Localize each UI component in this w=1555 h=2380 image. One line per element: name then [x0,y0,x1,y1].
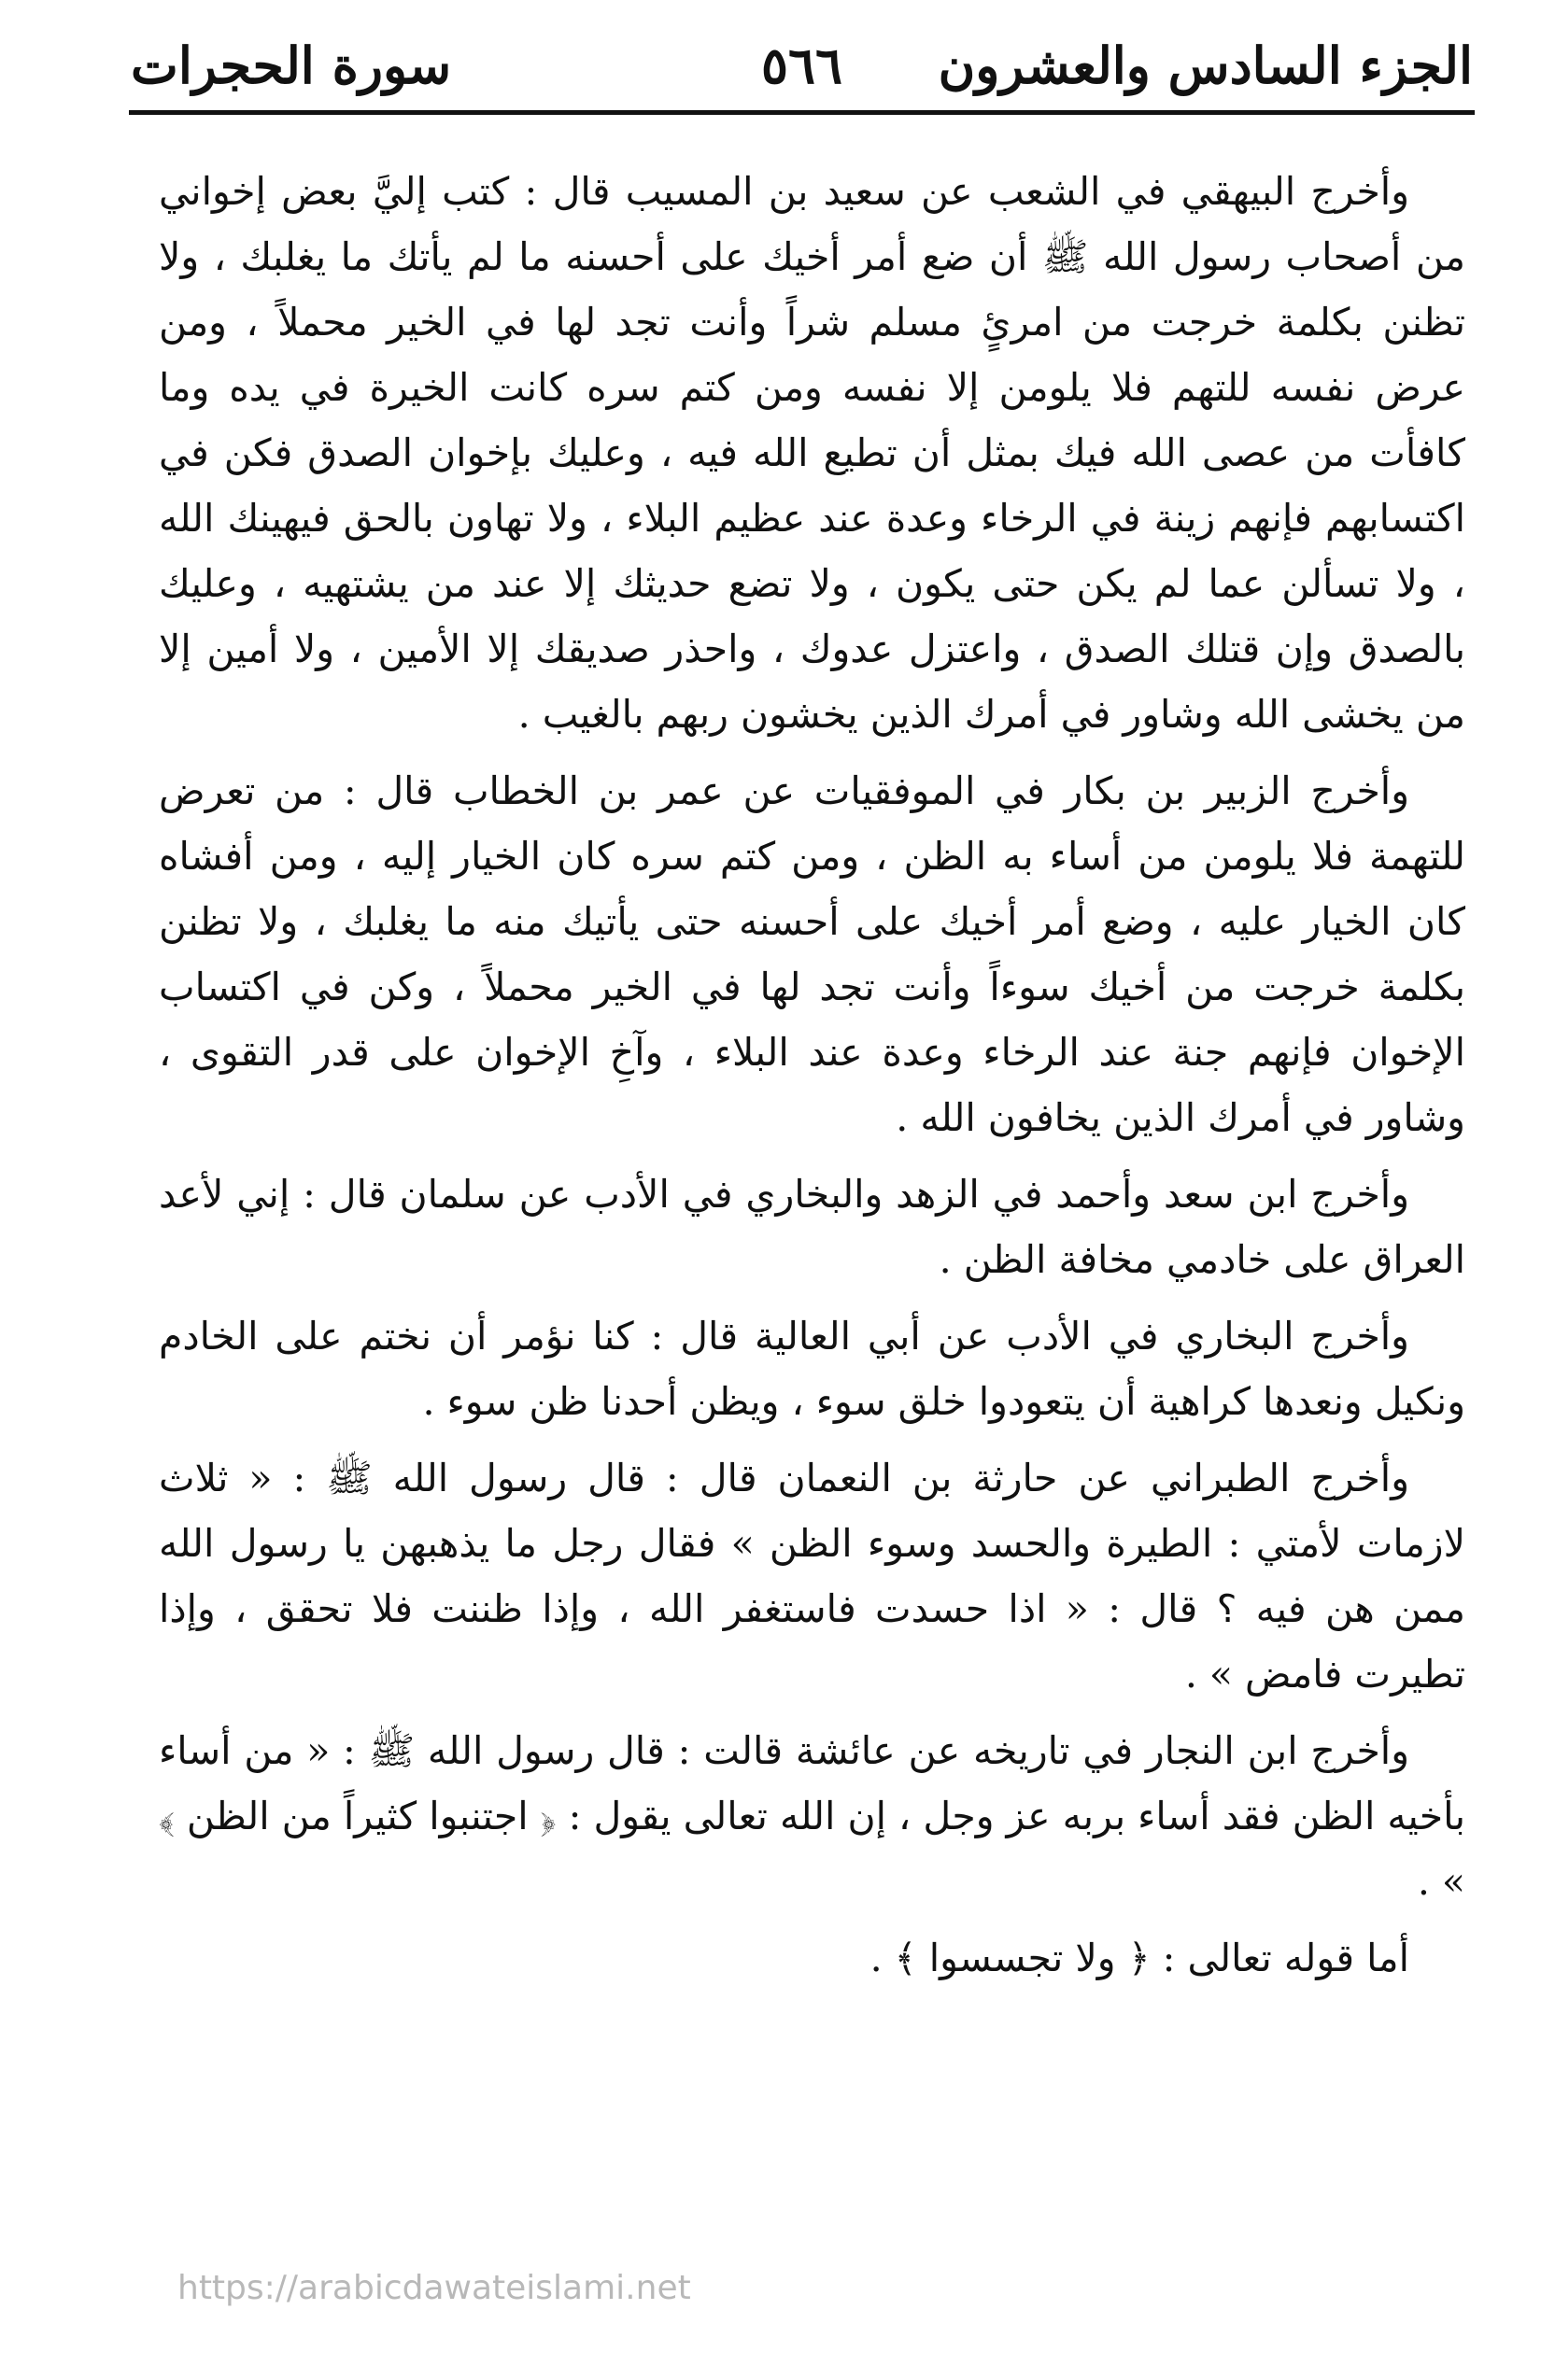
paragraph-bayhaqi: وأخرج البيهقي في الشعب عن سعيد بن المسيب قال : كتب إليَّ بعض إخواني من أصحاب رسول الله ﷺ أن ضع أمر أخيك على أحسنه ما لم يأتك ما يغلبك ، ولا تظنن بكلمة خرجت من امرئٍ مسلم شراً وأنت تجد لها في الخير محملاً ، ومن عرض نفسه للتهم فلا يلومن إلا نفسه ومن كتم سره كانت الخيرة في يده وما كافأت من عصى الله فيك بمثل أن تطيع الله فيه ، وعليك بإخوان الصدق فكن في اكتسابهم فإنهم زينة في الرخاء وعدة عند عظيم البلاء ، ولا تهاون بالحق فيهينك الله ، ولا تسألن عما لم يكن حتى يكون ، ولا تضع حديثك إلا عند من يشتهيه ، وعليك بالصدق وإن قتلك الصدق ، واعتزل عدوك ، واحذر صديقك إلا الأمين ، ولا أمين إلا من يخشى الله وشاور في أمرك الذين يخشون ربهم بالغيب . [159,169,1465,737]
watermark-url: https://arabicdawateislami.net [177,2269,691,2307]
paragraph-abu-aliya: وأخرج البخاري في الأدب عن أبي العالية قال : كنا نؤمر أن نختم على الخادم ونكيل ونعدها كراهية أن يتعودوا خلق سوء ، ويظن أحدنا ظن سوء . [159,1314,1465,1424]
paragraph-ibn-najjar: وأخرج ابن النجار في تاريخه عن عائشة قالت : قال رسول الله ﷺ : « من أساء بأخيه الظن فقد أساء بربه عز وجل ، إن الله تعالى يقول : ﴿ اجتنبوا كثيراً من الظن ﴾ » . [159,1728,1465,1904]
paragraph-ibn-saad: وأخرج ابن سعد وأحمد في الزهد والبخاري في الأدب عن سلمان قال : إني لأعد العراق على خادمي مخافة الظن . [159,1172,1465,1282]
page-header [131,26,1473,101]
page-number: ٥٦٦ [760,35,843,95]
part-title: الجزء السادس والعشرون [938,35,1473,95]
header-divider [129,110,1475,115]
paragraph-tabarani: وأخرج الطبراني عن حارثة بن النعمان قال : قال رسول الله ﷺ : « ثلاث لازمات لأمتي : الطيرة والحسد وسوء الظن » فقال رجل ما يذهبهن يا رسول الله ممن هن فيه ؟ قال : « اذا حسدت فاستغفر الله ، وإذا ظننت فلا تحقق ، وإذا تطيرت فامض » . [159,1456,1465,1697]
paragraph-tajassus: أما قوله تعالى : ﴿ ولا تجسسوا ﴾ . [869,1936,1409,1980]
surah-title: سورة الحجرات [131,35,452,95]
paragraph-zubair: وأخرج الزبير بن بكار في الموفقيات عن عمر بن الخطاب قال : من تعرض للتهمة فلا يلومن من أساء به الظن ، ومن كتم سره كان الخيار إليه ، ومن أفشاه كان الخيار عليه ، وضع أمر أخيك على أحسنه حتى يأتيك منه ما يغلبك ، ولا تظنن بكلمة خرجت من أخيك سوءاً وأنت تجد لها في الخير محملاً ، وكن في اكتساب الإخوان فإنهم جنة عند الرخاء وعدة عند البلاء ، وآخِ الإخوان على قدر التقوى ، وشاور في أمرك الذين يخافون الله . [159,768,1465,1140]
page-body [159,159,1465,2002]
